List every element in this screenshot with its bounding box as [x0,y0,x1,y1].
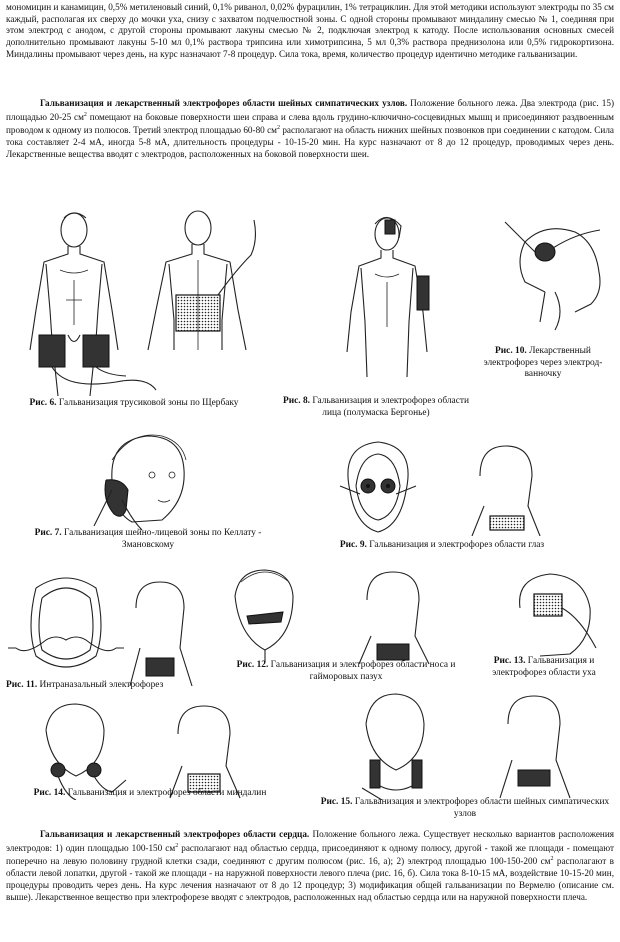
figure-13-caption: Рис. 13. Гальванизация и электрофорез области уха [492,656,596,678]
figure-15-caption: Рис. 15. Гальванизация и электрофорез области шейных симпатических узлов [320,797,610,819]
figure-11-caption: Рис. 11. Интраназальный электрофорез [6,680,164,690]
superscript: 2 [550,856,554,863]
figure-10-caption: Рис. 10. Лекарственный электрофорез через электрод-ванночку [483,346,603,379]
figure-7-illustration [92,430,202,530]
top-paragraph: мономицин и канамицин, 0,5% метиленовый синий, 0,1% риванол, 0,02% фурацилин, 1% тетрациклин. Для этой методики используют электроды по 35 см каждый, располагая их сверху до мочки уха, снизу с захватом подчелюстной зоны. С одной стороны промывают миндалину смесью № 1, соединяя при этом электрод с анодом, с другой стороны промывают лакуны смесью № 2, подключая электрод к катоду. После использования основных смесей дополнительно промывают лакуны 5-10 мл 0,1% раствора трипсина или химотрипсина, 5 мл 0,3% раствора преднизолона или 0,5% гидрокортизона. Миндалины промывают через день, на курс назначают 7-8 процедур. Сила тока, время, количество процедур идентично методике гальванизации. [6,2,614,59]
figure-11-illustration [6,568,196,688]
figure-6-caption: Рис. 6. Гальванизация трусиковой зоны по Щербаку [29,398,239,408]
figure-10-illustration [495,212,615,332]
section-heart-paragraph [6,829,614,903]
figure-9-illustration [330,436,550,536]
section-cervical-heading: Гальванизация и лекарственный электрофорез области шейных симпатических узлов. [40,98,408,108]
figure-8-caption: Рис. 8. Гальванизация и электрофорез области лица (полумаска Бергонье) [283,396,469,418]
section-heart-text: располагают в области левой лопатки, другой - такой же площади - на наружной поверхности левого плеча (рис. 16, б). Сила тока 8-10-15 мА, воздействие 10-15-20 мин, процедуры проводить через день. На курс лечения назначают от 8 до 12 процедур; 3) модификация общей гальванизации по Вермелю (описание см. выше). Лекарственное вещество при электрофорезе вводят с электродов, расположенных над областью сердца или на наружной поверхности плеча. [6,856,615,902]
superscript: 2 [175,842,179,849]
figure-12-caption: Рис. 12. Гальванизация и электрофорез области носа и гайморовых пазух [236,660,456,682]
section-cervical-paragraph [6,98,614,161]
figure-14-illustration [36,700,246,800]
section-cervical-text: помещают на боковые поверхности шеи справа и слева вдоль грудино-ключично-сосцевидных мышц и присоединяют раздвоенным проводом к одному из полюсов. Третий электрод площадью 60-80 см [6,111,614,136]
section-heart-text: располагают над областью сердца, присоединяют к одному полюсу, другой - такой же площади - помещают поперечно на левую половину грудной клетки сзади, соединяют с другим полюсом (рис. 16, а); 2) электрод площадью 100-150-200 см [6,842,614,867]
section-heart-text: Положение больного лежа. Существует несколько вариантов расположения электродов: 1) один площадью 100-150 см [6,829,614,853]
figure-15-illustration [352,690,582,800]
figure-14-caption: Рис. 14. Гальванизация и электрофорез области миндалин [33,788,267,798]
section-heart-heading: Гальванизация и лекарственный электрофорез области сердца. [40,829,310,839]
superscript: 2 [277,125,280,132]
figure-13-illustration [500,568,610,658]
figure-6-illustration [6,200,266,400]
figure-7-caption: Рис. 7. Гальванизация шейно-лицевой зоны по Келлату - Змановскому [34,528,262,550]
section-cervical-text: располагают на область нижних шейных позвонков при соединении с катодом. Сила тока составляет 2-4 мА, иногда 5-8 мА, длительность процедуры - 10-15-20 мин. На курс назначают от 8 до 12 процедур, проводимых через день. Лекарственные вещества вводят с электродов, расположенных на боковой поверхности шеи. [6,125,615,159]
figure-8-illustration [335,212,445,382]
superscript: 2 [83,111,87,118]
figure-12-illustration [225,566,435,666]
section-cervical-text: Положение больного лежа. Два электрода (рис. 15) площадью 20-25 см [6,98,615,122]
figure-9-caption: Рис. 9. Гальванизация и электрофорез области глаз [339,540,545,550]
